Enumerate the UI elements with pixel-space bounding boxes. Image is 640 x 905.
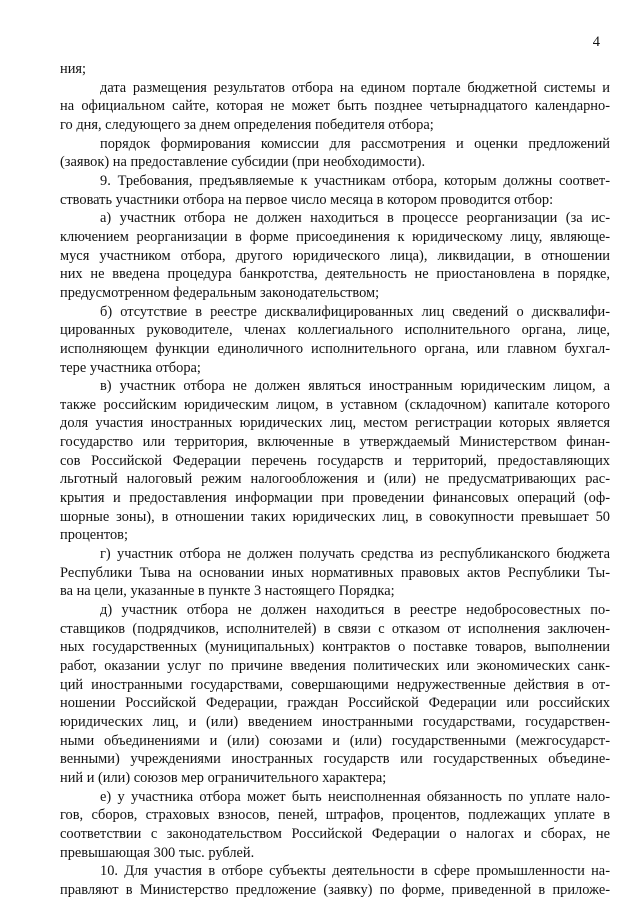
text-line: венными) учреждениями иностранных государств или государственных объедине-: [60, 751, 610, 768]
text-line: ций иностранными государствами, совершающими недружественные действия в от-: [60, 676, 610, 693]
text-line: крытия и предоставления информации при проведении финансовых операций (оф-: [60, 490, 610, 507]
text-line: них не введена процедура банкротства, деятельность не приостановлена в порядке,: [60, 266, 610, 283]
text-line: го дня, следующего за днем определения победителя отбора;: [60, 116, 434, 133]
text-line: 9. Требования, предъявляемые к участникам отбора, которым должны соответ-: [100, 172, 610, 189]
text-line: цированных руководителе, членах коллегиального исполнительного органа, лице,: [60, 322, 610, 339]
text-line: ний и (или) союзов мер ограничительного характера;: [60, 769, 387, 786]
text-line: доля участия иностранных юридических лиц, местом регистрации которых является: [60, 415, 610, 432]
document-body: [60, 60, 610, 900]
text-line: в) участник отбора не должен являться иностранным юридическим лицом, а: [100, 378, 610, 395]
text-line: порядок формирования комиссии для рассмотрения и оценки предложений: [100, 135, 610, 152]
text-line: муся участником отбора, другого юридического лица), ликвидации, в отношении: [60, 247, 610, 264]
text-line: а) участник отбора не должен находиться в процессе реорганизации (за ис-: [100, 210, 610, 227]
text-line: е) у участника отбора может быть неисполненная обязанность по уплате нало-: [100, 788, 610, 805]
text-line: дата размещения результатов отбора на едином портале бюджетной системы и: [100, 79, 610, 96]
text-line: гов, сборов, страховых взносов, пеней, штрафов, процентов, подлежащих уплате в: [60, 807, 610, 824]
text-line: исполняющем функции единоличного исполнительного органа, или главном бухгал-: [60, 340, 610, 357]
text-line: шорные зоны), в отношении таких юридических лиц, в совокупности превышает 50: [60, 508, 610, 525]
text-line: ключением реорганизации в форме присоединения к юридическому лицу, являюще-: [60, 228, 610, 245]
text-line: д) участник отбора не должен находиться в реестре недобросовестных по-: [100, 602, 610, 619]
text-line: ставщиков (подрядчиков, исполнителей) в связи с отказом от исполнения заключен-: [60, 620, 610, 637]
page-number: 4: [592, 34, 600, 50]
text-line: ных государственных (муниципальных) контрактов о поставке товаров, выполнении: [60, 639, 610, 656]
text-line: юридических лиц, и (или) введением иностранными государствами, государствен-: [60, 713, 610, 730]
text-line: ния;: [60, 61, 87, 77]
text-line: также российским юридическим лицом, в уставном (складочном) капитале которого: [60, 396, 610, 413]
text-line: превышающая 300 тыс. рублей.: [60, 844, 255, 861]
text-line: (заявок) на предоставление субсидии (при необходимости).: [60, 154, 426, 171]
text-line: г) участник отбора не должен получать средства из республиканского бюджета: [100, 546, 610, 563]
text-line: Республики Тыва на основании иных нормативных правовых актов Республики Ты-: [60, 564, 610, 581]
text-line: на официальном сайте, которая не может быть позднее четырнадцатого календарно-: [60, 98, 610, 115]
text-line: работ, оказании услуг по причине введения политических или экономических санк-: [60, 658, 610, 674]
text-line: б) отсутствие в реестре дисквалифицированных лиц сведений о дисквалифи-: [100, 303, 610, 320]
text-line: предусмотренном федеральным законодательством;: [60, 284, 380, 301]
text-line: сов Российской Федерации перечень государств и территорий, предоставляющих: [60, 452, 610, 469]
text-line: ными объединениями и (или) союзами и (или) государственными (межгосударст-: [60, 732, 610, 749]
text-line: ствовать участники отбора на первое число месяца в котором проводится отбор:: [60, 191, 554, 208]
text-line: правляют в Министерство предложение (заявку) по форме, приведенной в приложе-: [60, 881, 610, 898]
text-line: льготный налоговый режим налогообложения и (или) не предусматривающих рас-: [60, 471, 610, 488]
text-line: ношении Российской Федерации, граждан Российской Федерации или российских: [60, 695, 610, 712]
text-line: государство или территория, включенные в утверждаемый Министерством финан-: [60, 434, 610, 451]
text-line: ва на цели, указанные в пункте 3 настоящего Порядка;: [60, 583, 395, 600]
text-line: соответствии с законодательством Российской Федерации о налогах и сборах, не: [60, 825, 610, 842]
text-line: 10. Для участия в отборе субъекты деятельности в сфере промышленности на-: [100, 863, 610, 880]
text-line: тере участника отбора;: [60, 359, 201, 376]
text-line: процентов;: [60, 527, 128, 544]
